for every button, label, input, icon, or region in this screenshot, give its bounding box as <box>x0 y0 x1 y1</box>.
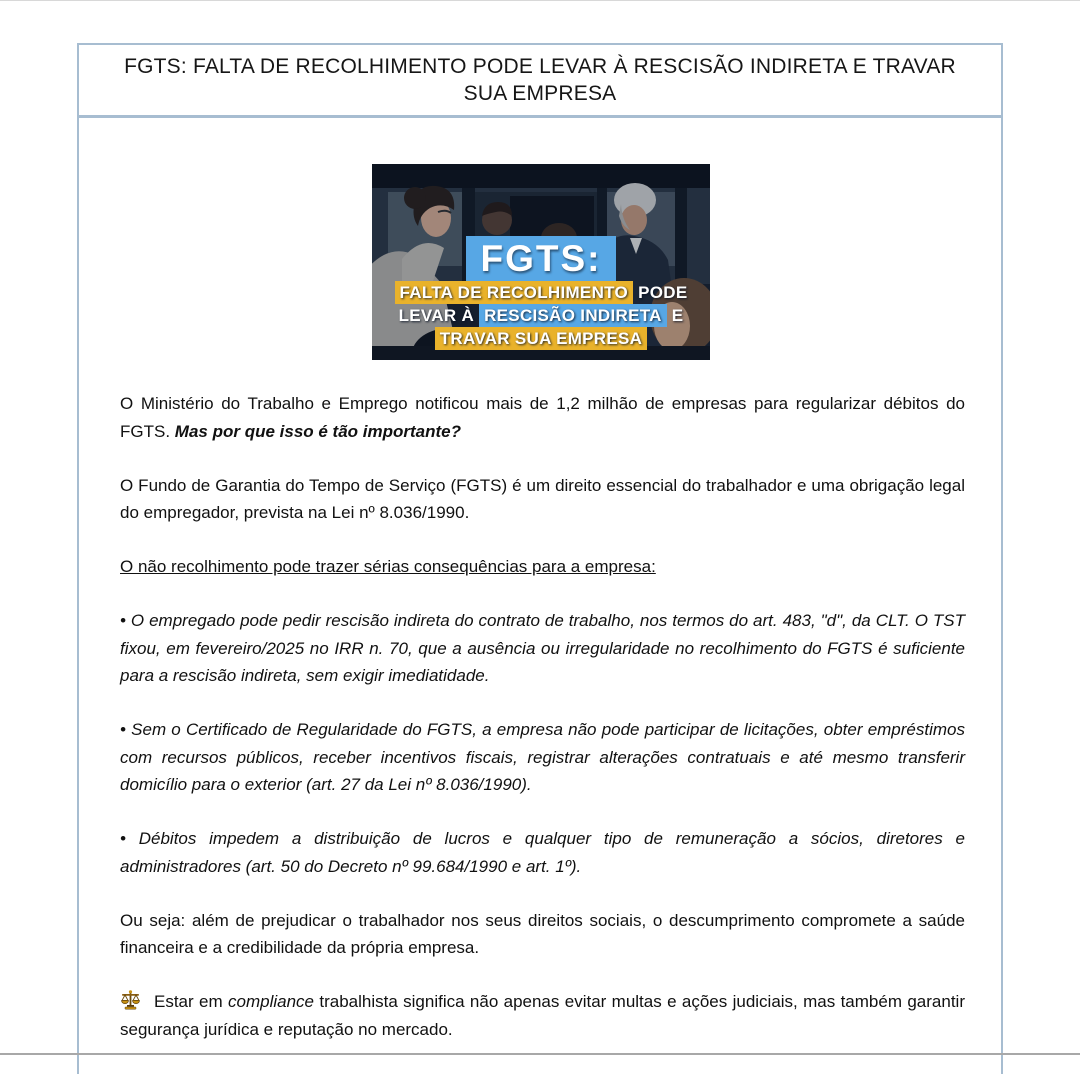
article-title-box <box>77 43 1003 117</box>
hero-line2-highlight: FALTA DE RECOLHIMENTO <box>395 281 634 304</box>
hero-line2-plain: PODE <box>638 283 688 302</box>
paragraph-consequences-heading <box>120 553 965 581</box>
hero-line3-highlight: RESCISÃO INDIRETA <box>479 304 667 327</box>
consequences-heading-text: O não recolhimento pode trazer sérias consequências para a empresa: <box>120 557 656 576</box>
hero-line-4 <box>435 327 648 350</box>
hero-line3-post: E <box>671 306 684 325</box>
screenshot-bottom-edge <box>0 1053 1080 1055</box>
paragraph-intro <box>120 390 965 445</box>
hero-line-2 <box>395 281 688 304</box>
article-text <box>120 390 965 1070</box>
intro-emphasis: Mas por que isso é tão importante? <box>174 421 462 441</box>
bullet-distribuicao-lucros: • Débitos impedem a distribuição de lucros e qualquer tipo de remuneração a sócios, diretores e administradores (art. 50 do Decreto nº 99.684/1990 e art. 1º). <box>120 829 965 876</box>
article-title: FGTS: FALTA DE RECOLHIMENTO PODE LEVAR À RESCISÃO INDIRETA E TRAVAR SUA EMPRESA <box>124 55 956 105</box>
article-body-box <box>77 116 1003 1074</box>
bullet-certificado-regularidade: • Sem o Certificado de Regularidade do FGTS, a empresa não pode participar de licitações, obter empréstimos com recursos públicos, receber incentivos fiscais, registrar alterações contratuais e até mesmo transferir domicílio para o exterior (art. 27 da Lei nº 8.036/1990). <box>120 720 965 794</box>
hero-line4-highlight: TRAVAR SUA EMPRESA <box>435 327 648 350</box>
compliance-post: trabalhista significa não apenas evitar multas e ações judiciais, mas também garantir segurança jurídica e reputação no mercado. <box>120 992 965 1039</box>
screenshot-top-edge <box>0 0 1080 1</box>
hero-line-3 <box>399 304 684 327</box>
hero-fgts-label: FGTS: <box>466 236 617 281</box>
paragraph-compliance <box>120 988 965 1043</box>
compliance-pre: Estar em <box>154 992 223 1011</box>
hero-line3-pre: LEVAR À <box>398 306 475 325</box>
paragraph-conclusion: Ou seja: além de prejudicar o trabalhador nos seus direitos sociais, o descumprimento compromete a saúde financeira e a credibilidade da própria empresa. <box>120 910 965 957</box>
hero-image <box>372 164 710 360</box>
intro-text: O Ministério do Trabalho e Emprego notificou mais de 1,2 milhão de empresas para regularizar débitos do FGTS. <box>120 394 965 441</box>
bullet-rescisao-indireta: • O empregado pode pedir rescisão indireta do contrato de trabalho, nos termos do art. 483, "d", da CLT. O TST fixou, em fevereiro/2025 no IRR n. 70, que a ausência ou irregularidade no recolhimento do FGTS é suficiente para a rescisão indireta, sem exigir imediatidade. <box>120 611 965 685</box>
hero-text-overlay <box>372 236 710 350</box>
compliance-word: compliance <box>228 992 314 1011</box>
scales-of-justice-icon <box>120 990 141 1010</box>
paragraph-fgts-definition: O Fundo de Garantia do Tempo de Serviço (FGTS) é um direito essencial do trabalhador e uma obrigação legal do empregador, prevista na Lei nº 8.036/1990. <box>120 475 965 522</box>
